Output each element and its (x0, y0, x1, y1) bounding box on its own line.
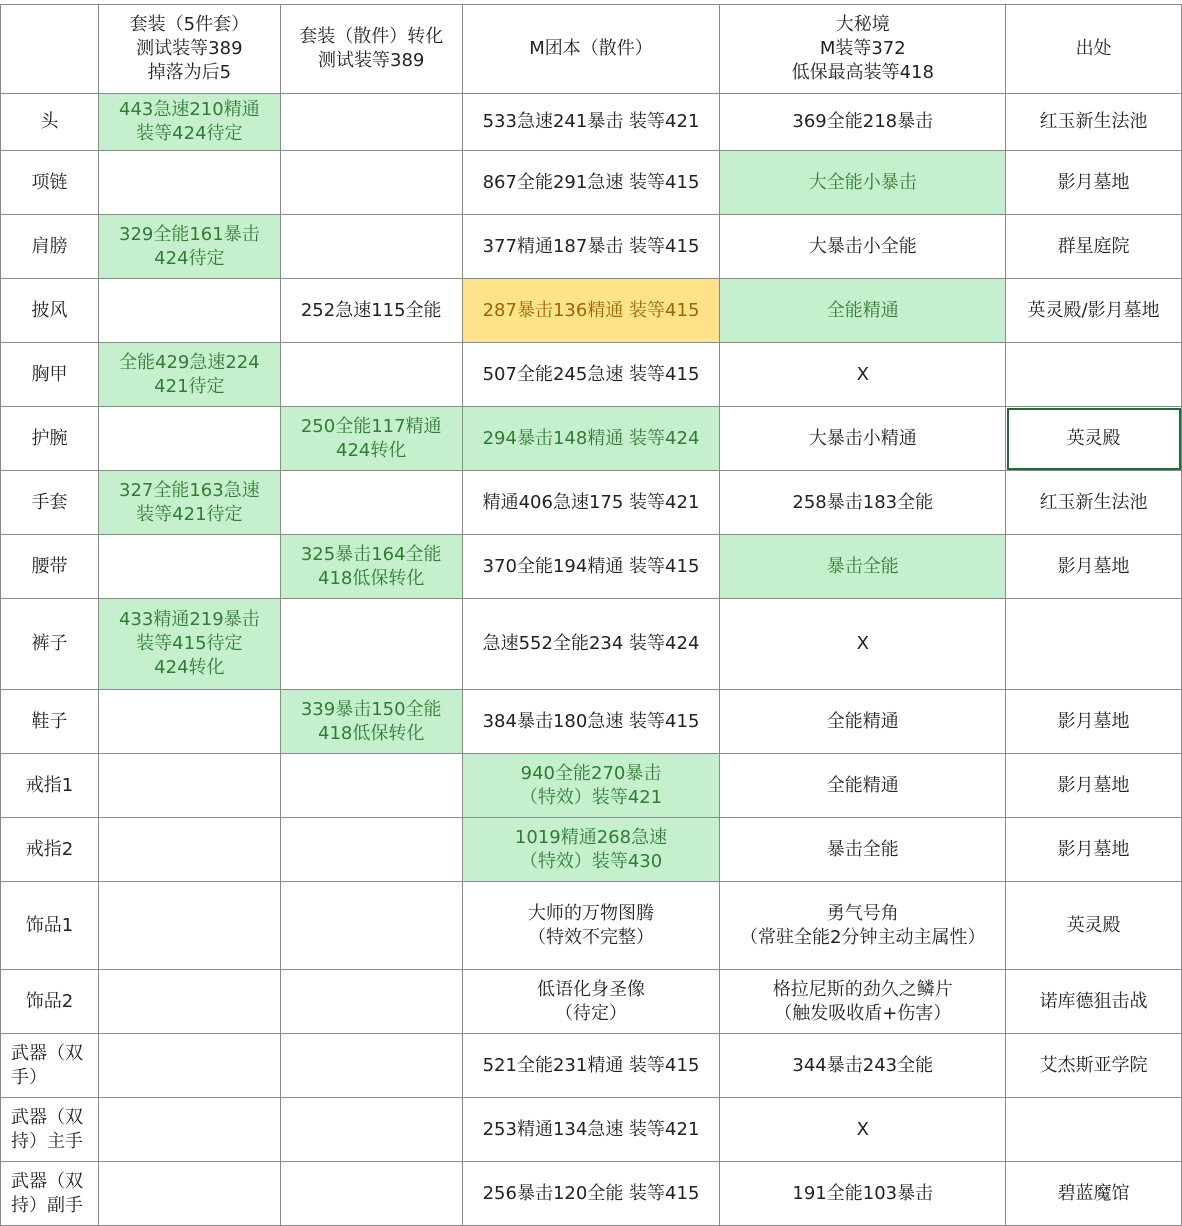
table-row (1, 599, 1182, 690)
raid-cell[interactable]: 940全能270暴击 （特效）装等421 (462, 754, 720, 818)
set-cell[interactable]: 全能429急速224 421待定 (98, 343, 280, 407)
raid-cell[interactable]: 533急速241暴击 装等421 (462, 94, 720, 151)
mythic-plus-cell[interactable]: 全能精通 (720, 690, 1006, 754)
table-row (1, 535, 1182, 599)
slot-cell[interactable]: 饰品2 (1, 970, 99, 1034)
source-cell[interactable]: 艾杰斯亚学院 (1006, 1034, 1182, 1098)
raid-cell[interactable]: 精通406急速175 装等421 (462, 471, 720, 535)
header-cell-mythic-plus[interactable]: 大秘境 M装等372 低保最高装等418 (720, 5, 1006, 94)
set-cell[interactable]: 329全能161暴击 424待定 (98, 215, 280, 279)
source-cell[interactable]: 诺库德狙击战 (1006, 970, 1182, 1034)
raid-cell[interactable]: 521全能231精通 装等415 (462, 1034, 720, 1098)
slot-cell[interactable]: 武器（双持）副手 (1, 1162, 99, 1226)
table-row (1, 94, 1182, 151)
source-cell[interactable] (1006, 599, 1182, 690)
conversion-cell[interactable] (280, 599, 462, 690)
conversion-cell[interactable] (280, 754, 462, 818)
set-cell[interactable] (98, 882, 280, 970)
table-row (1, 279, 1182, 343)
set-cell[interactable] (98, 535, 280, 599)
raid-cell[interactable]: 急速552全能234 装等424 (462, 599, 720, 690)
set-cell[interactable] (98, 1034, 280, 1098)
table-row (1, 1098, 1182, 1162)
source-cell[interactable]: 英灵殿 (1006, 407, 1182, 471)
raid-cell[interactable]: 低语化身圣像 （待定） (462, 970, 720, 1034)
table-row (1, 151, 1182, 215)
table-row (1, 882, 1182, 970)
source-cell[interactable]: 影月墓地 (1006, 535, 1182, 599)
slot-cell[interactable]: 头 (1, 94, 99, 151)
mythic-plus-cell[interactable]: 258暴击183全能 (720, 471, 1006, 535)
header-cell-source[interactable]: 出处 (1006, 5, 1182, 94)
conversion-cell[interactable]: 325暴击164全能 418低保转化 (280, 535, 462, 599)
conversion-cell[interactable] (280, 970, 462, 1034)
table-row (1, 1162, 1182, 1226)
raid-cell[interactable]: 384暴击180急速 装等415 (462, 690, 720, 754)
header-cell-set[interactable]: 套装（5件套） 测试装等389 掉落为后5 (98, 5, 280, 94)
slot-cell[interactable]: 鞋子 (1, 690, 99, 754)
source-cell[interactable]: 红玉新生法池 (1006, 471, 1182, 535)
set-cell[interactable] (98, 970, 280, 1034)
table-row (1, 343, 1182, 407)
raid-cell[interactable]: 294暴击148精通 装等424 (462, 407, 720, 471)
source-cell[interactable]: 影月墓地 (1006, 754, 1182, 818)
source-cell[interactable]: 群星庭院 (1006, 215, 1182, 279)
set-cell[interactable] (98, 407, 280, 471)
conversion-cell[interactable] (280, 1162, 462, 1226)
mythic-plus-cell[interactable]: 暴击全能 (720, 535, 1006, 599)
set-cell[interactable] (98, 818, 280, 882)
source-cell[interactable]: 红玉新生法池 (1006, 94, 1182, 151)
mythic-plus-cell[interactable]: 369全能218暴击 (720, 94, 1006, 151)
set-cell[interactable]: 443急速210精通 装等424待定 (98, 94, 280, 151)
set-cell[interactable] (98, 690, 280, 754)
source-cell[interactable]: 影月墓地 (1006, 690, 1182, 754)
slot-cell[interactable]: 武器（双手） (1, 1034, 99, 1098)
table-row (1, 818, 1182, 882)
source-cell[interactable]: 影月墓地 (1006, 151, 1182, 215)
source-cell[interactable]: 英灵殿 (1006, 882, 1182, 970)
source-cell[interactable]: 英灵殿/影月墓地 (1006, 279, 1182, 343)
raid-cell[interactable]: 370全能194精通 装等415 (462, 535, 720, 599)
slot-cell[interactable]: 胸甲 (1, 343, 99, 407)
gear-table (0, 4, 1182, 1226)
slot-cell[interactable]: 戒指1 (1, 754, 99, 818)
table-row (1, 407, 1182, 471)
raid-cell[interactable]: 867全能291急速 装等415 (462, 151, 720, 215)
slot-cell[interactable]: 武器（双持）主手 (1, 1098, 99, 1162)
mythic-plus-cell[interactable]: X (720, 1098, 1006, 1162)
set-cell[interactable]: 327全能163急速 装等421待定 (98, 471, 280, 535)
set-cell[interactable]: 433精通219暴击 装等415待定 424转化 (98, 599, 280, 690)
mythic-plus-cell[interactable]: 全能精通 (720, 279, 1006, 343)
mythic-plus-cell[interactable]: 暴击全能 (720, 818, 1006, 882)
raid-cell[interactable]: 大师的万物图腾 （特效不完整） (462, 882, 720, 970)
set-cell[interactable] (98, 279, 280, 343)
mythic-plus-cell[interactable]: 大暴击小精通 (720, 407, 1006, 471)
conversion-cell[interactable] (280, 215, 462, 279)
raid-cell[interactable]: 377精通187暴击 装等415 (462, 215, 720, 279)
slot-cell[interactable]: 戒指2 (1, 818, 99, 882)
slot-cell[interactable]: 裤子 (1, 599, 99, 690)
source-cell[interactable] (1006, 343, 1182, 407)
header-cell-slot[interactable] (1, 5, 99, 94)
set-cell[interactable] (98, 1098, 280, 1162)
conversion-cell[interactable] (280, 1098, 462, 1162)
raid-cell[interactable]: 507全能245急速 装等415 (462, 343, 720, 407)
conversion-cell[interactable]: 339暴击150全能 418低保转化 (280, 690, 462, 754)
source-cell[interactable] (1006, 1098, 1182, 1162)
table-row (1, 215, 1182, 279)
mythic-plus-cell[interactable]: 大全能小暴击 (720, 151, 1006, 215)
set-cell[interactable] (98, 1162, 280, 1226)
slot-cell[interactable]: 项链 (1, 151, 99, 215)
set-cell[interactable] (98, 151, 280, 215)
conversion-cell[interactable] (280, 343, 462, 407)
table-row (1, 1034, 1182, 1098)
conversion-cell[interactable] (280, 151, 462, 215)
mythic-plus-cell[interactable]: 勇气号角 （常驻全能2分钟主动主属性） (720, 882, 1006, 970)
table-row (1, 754, 1182, 818)
header-cell-raid[interactable]: M团本（散件） (462, 5, 720, 94)
conversion-cell[interactable] (280, 1034, 462, 1098)
header-cell-conversion[interactable]: 套装（散件）转化 测试装等389 (280, 5, 462, 94)
conversion-cell[interactable] (280, 94, 462, 151)
conversion-cell[interactable] (280, 882, 462, 970)
slot-cell[interactable]: 护腕 (1, 407, 99, 471)
raid-cell[interactable]: 253精通134急速 装等421 (462, 1098, 720, 1162)
source-cell[interactable]: 影月墓地 (1006, 818, 1182, 882)
raid-cell[interactable]: 256暴击120全能 装等415 (462, 1162, 720, 1226)
conversion-cell[interactable] (280, 471, 462, 535)
table-row (1, 471, 1182, 535)
slot-cell[interactable]: 肩膀 (1, 215, 99, 279)
slot-cell[interactable]: 手套 (1, 471, 99, 535)
mythic-plus-cell[interactable]: X (720, 343, 1006, 407)
conversion-cell[interactable]: 252急速115全能 (280, 279, 462, 343)
source-cell[interactable]: 碧蓝魔馆 (1006, 1162, 1182, 1226)
slot-cell[interactable]: 饰品1 (1, 882, 99, 970)
set-cell[interactable] (98, 754, 280, 818)
mythic-plus-cell[interactable]: 191全能103暴击 (720, 1162, 1006, 1226)
slot-cell[interactable]: 腰带 (1, 535, 99, 599)
mythic-plus-cell[interactable]: 大暴击小全能 (720, 215, 1006, 279)
mythic-plus-cell[interactable]: 全能精通 (720, 754, 1006, 818)
raid-cell[interactable]: 1019精通268急速 （特效）装等430 (462, 818, 720, 882)
conversion-cell[interactable]: 250全能117精通 424转化 (280, 407, 462, 471)
raid-cell[interactable]: 287暴击136精通 装等415 (462, 279, 720, 343)
slot-cell[interactable]: 披风 (1, 279, 99, 343)
mythic-plus-cell[interactable]: 格拉尼斯的劲久之鳞片 （触发吸收盾+伤害） (720, 970, 1006, 1034)
conversion-cell[interactable] (280, 818, 462, 882)
mythic-plus-cell[interactable]: X (720, 599, 1006, 690)
header-row (1, 5, 1182, 94)
mythic-plus-cell[interactable]: 344暴击243全能 (720, 1034, 1006, 1098)
table-row (1, 970, 1182, 1034)
table-row (1, 690, 1182, 754)
